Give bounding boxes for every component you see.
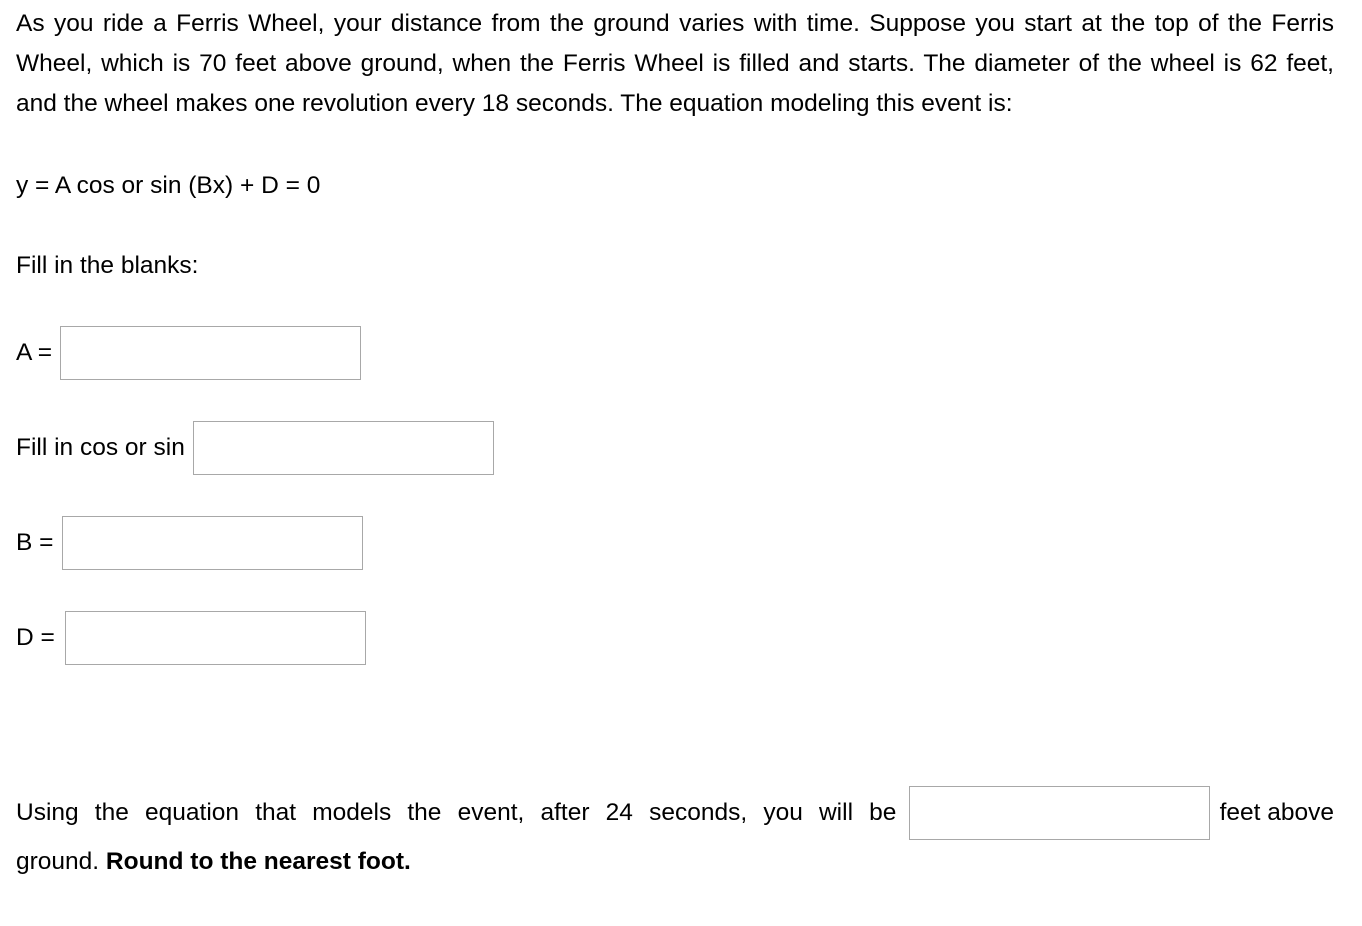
height-question [16, 786, 1334, 884]
b-label: B = [16, 529, 54, 556]
question-word: you [763, 799, 803, 826]
equation-template: y = A cos or sin (Bx) + D = 0 [16, 172, 321, 199]
problem-statement: As you ride a Ferris Wheel, your distance from the ground varies with time. Suppose you start at the top of the Ferris Wheel, which is 70 feet above ground, when the Ferris Wheel is filled and starts. The diameter of the wheel is 62 feet, and the wheel makes one revolution every 18 seconds. The equation modeling this event is: [16, 10, 1334, 117]
height-question-line [16, 786, 1334, 840]
rounding-instruction: Round to the nearest foot. [105, 848, 411, 875]
units-text: feet above [1219, 799, 1334, 826]
question-word: event, [457, 799, 525, 826]
question-word: 24 [605, 799, 633, 826]
function-input[interactable] [193, 421, 494, 475]
blank-row-function [16, 421, 494, 475]
fill-in-heading: Fill in the blanks: [16, 252, 199, 279]
height-question-text [16, 799, 897, 827]
a-input[interactable] [60, 326, 361, 380]
question-word: that [255, 799, 297, 826]
question-word: the [94, 799, 129, 826]
question-word: equation [145, 799, 240, 826]
question-word: seconds, [649, 799, 748, 826]
question-word: models [312, 799, 392, 826]
d-input[interactable] [65, 611, 366, 665]
height-question-line-2 [16, 840, 1334, 884]
ground-text: ground. [16, 848, 100, 875]
blank-row-a [16, 326, 361, 380]
b-input[interactable] [62, 516, 363, 570]
function-label: Fill in cos or sin [16, 434, 185, 461]
height-answer-input[interactable] [909, 786, 1210, 840]
question-word: Using [16, 799, 79, 826]
question-word: will [818, 799, 854, 826]
question-word: be [869, 799, 897, 826]
question-word: after [540, 799, 590, 826]
a-label: A = [16, 339, 53, 366]
blank-row-b [16, 516, 363, 570]
blank-row-d [16, 611, 366, 665]
question-word: the [407, 799, 442, 826]
d-label: D = [16, 624, 55, 651]
